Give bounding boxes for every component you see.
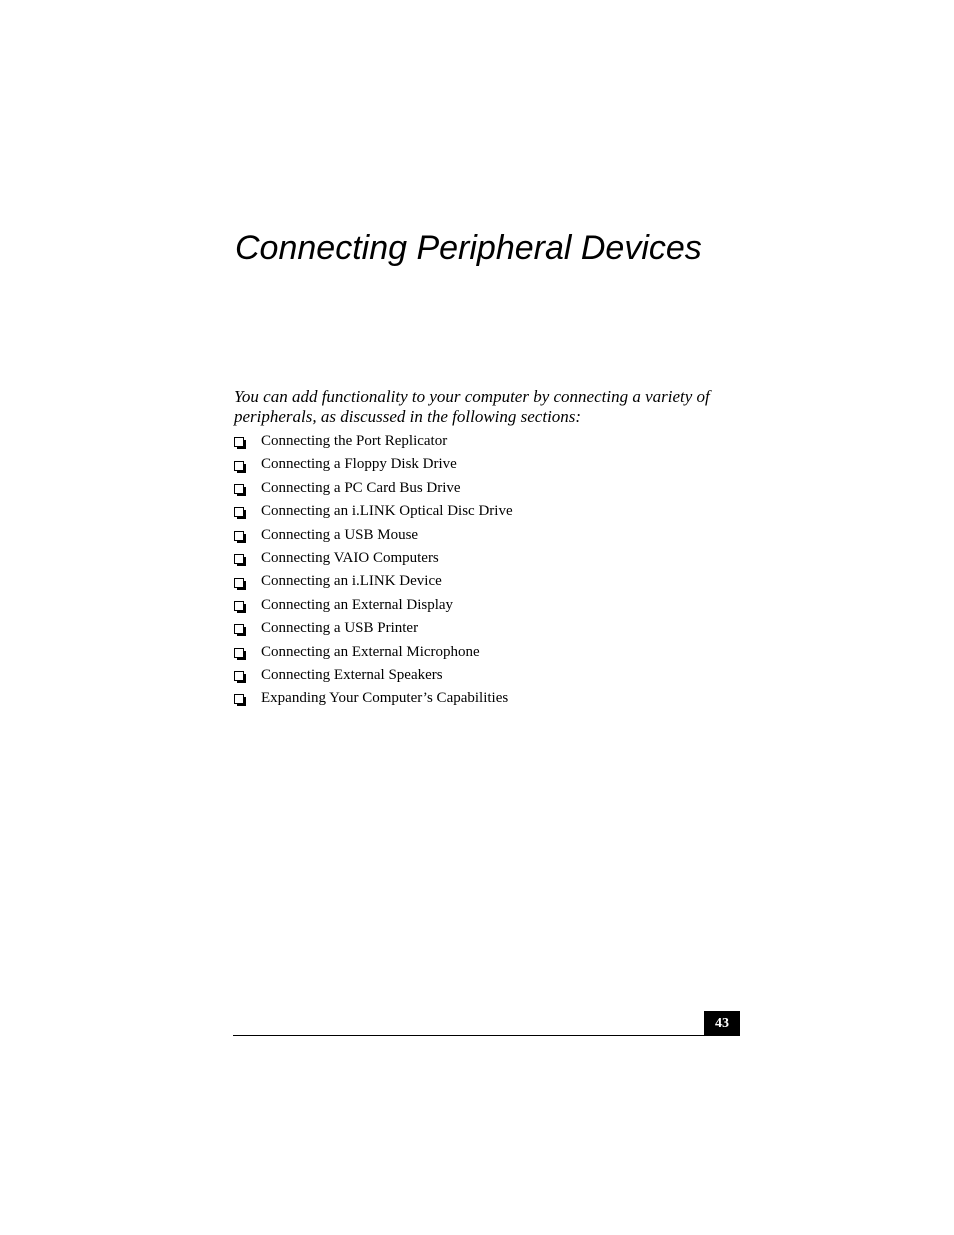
list-item-label: Connecting a USB Mouse bbox=[261, 526, 419, 543]
list-item-label: Connecting External Speakers bbox=[261, 666, 443, 683]
page-number: 43 bbox=[704, 1011, 740, 1036]
checkbox-icon bbox=[234, 461, 244, 471]
list-item bbox=[234, 430, 513, 453]
list-item bbox=[234, 500, 513, 523]
checkbox-icon bbox=[234, 554, 244, 564]
checkbox-icon bbox=[234, 437, 244, 447]
list-item-label: Connecting an i.LINK Device bbox=[261, 573, 442, 590]
list-item bbox=[234, 477, 513, 500]
checkbox-icon bbox=[234, 578, 244, 588]
checkbox-icon bbox=[234, 671, 244, 681]
list-item bbox=[234, 687, 513, 710]
checkbox-icon bbox=[234, 531, 244, 541]
checkbox-icon bbox=[234, 694, 244, 704]
checkbox-icon bbox=[234, 484, 244, 494]
checkbox-icon bbox=[234, 624, 244, 634]
list-item-label: Connecting a PC Card Bus Drive bbox=[261, 479, 461, 496]
footer-rule bbox=[233, 1035, 740, 1036]
checkbox-icon bbox=[234, 601, 244, 611]
page-title: Connecting Peripheral Devices bbox=[235, 229, 702, 267]
list-item-label: Connecting an External Display bbox=[261, 596, 454, 613]
section-list bbox=[234, 430, 513, 711]
list-item-label: Connecting a Floppy Disk Drive bbox=[261, 456, 457, 473]
list-item bbox=[234, 524, 513, 547]
list-item bbox=[234, 570, 513, 593]
list-item-label: Expanding Your Computer’s Capabilities bbox=[261, 690, 509, 707]
list-item bbox=[234, 547, 513, 570]
list-item bbox=[234, 453, 513, 476]
list-item bbox=[234, 594, 513, 617]
intro-paragraph: You can add functionality to your computer by connecting a variety of peripherals, as discussed in the following sections: bbox=[234, 387, 710, 426]
list-item bbox=[234, 664, 513, 687]
list-item-label: Connecting an External Microphone bbox=[261, 643, 480, 660]
list-item bbox=[234, 641, 513, 664]
list-item-label: Connecting an i.LINK Optical Disc Drive bbox=[261, 503, 513, 520]
checkbox-icon bbox=[234, 507, 244, 517]
list-item-label: Connecting a USB Printer bbox=[261, 620, 419, 637]
list-item-label: Connecting the Port Replicator bbox=[261, 433, 448, 449]
list-item-label: Connecting VAIO Computers bbox=[261, 549, 439, 566]
checkbox-icon bbox=[234, 648, 244, 658]
list-item bbox=[234, 617, 513, 640]
